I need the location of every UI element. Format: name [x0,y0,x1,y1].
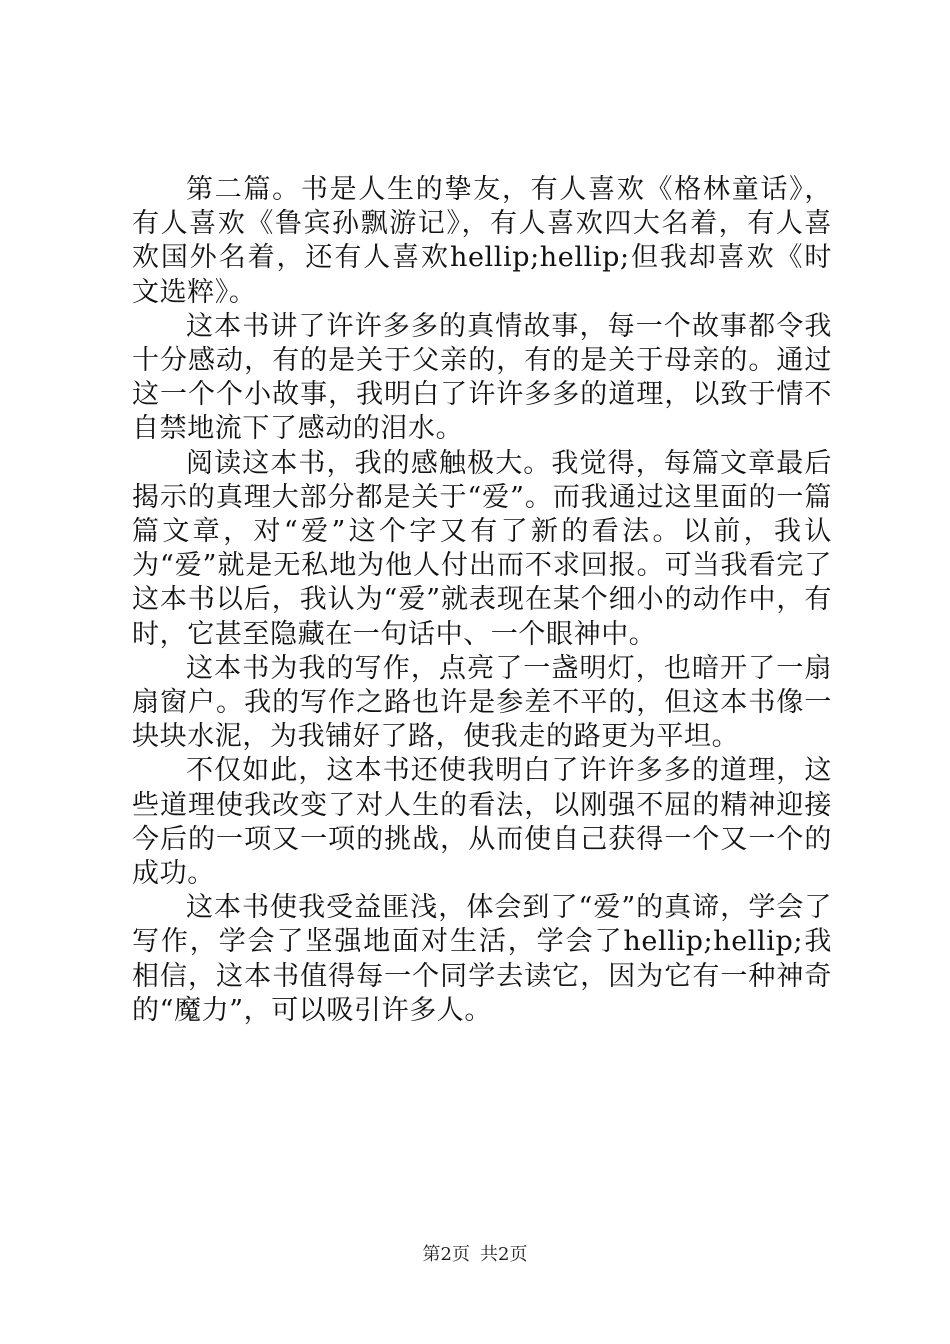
document-body [132,173,832,1028]
page-total: 共2页 [480,1244,528,1265]
paragraph-3: 阅读这本书，我的感触极大。我觉得，每篇文章最后揭示的真理大部分都是关于“爱”。而我通过这里面的一篇篇文章，对“爱”这个字又有了新的看法。以前，我认为“爱”就是无私地为他人付出而不求回报。可当我看完了这本书以后，我认为“爱”就表现在某个细小的动作中，有时，它甚至隐藏在一句话中、一个眼神中。 [132,447,832,650]
paragraph-4: 这本书为我的写作，点亮了一盏明灯，也暗开了一扇扇窗户。我的写作之路也许是参差不平的，但这本书像一块块水泥，为我铺好了路，使我走的路更为平坦。 [132,652,832,753]
paragraph-1: 第二篇。书是人生的挚友，有人喜欢《格林童话》，有人喜欢《鲁宾孙飘游记》，有人喜欢四大名着，有人喜欢国外名着，还有人喜欢hellip;hellip;但我却喜欢《时文选粹》。 [132,174,832,308]
page-number: 第2页 [422,1244,470,1265]
page-footer [0,1243,950,1267]
paragraph-2: 这本书讲了许许多多的真情故事，每一个故事都令我十分感动，有的是关于父亲的，有的是关于母亲的。通过这一个个小故事，我明白了许许多多的道理，以致于情不自禁地流下了感动的泪水。 [132,310,832,445]
paragraph-5: 不仅如此，这本书还使我明白了许许多多的道理，这些道理使我改变了对人生的看法，以刚强不屈的精神迎接今后的一项又一项的挑战，从而使自己获得一个又一个的成功。 [132,755,832,890]
paragraph-6: 这本书使我受益匪浅，体会到了“爱”的真谛，学会了写作，学会了坚强地面对生活，学会了hellip;hellip;我相信，这本书值得每一个同学去读它，因为它有一种神奇的“魔力”，可以吸引许多人。 [132,892,832,1026]
